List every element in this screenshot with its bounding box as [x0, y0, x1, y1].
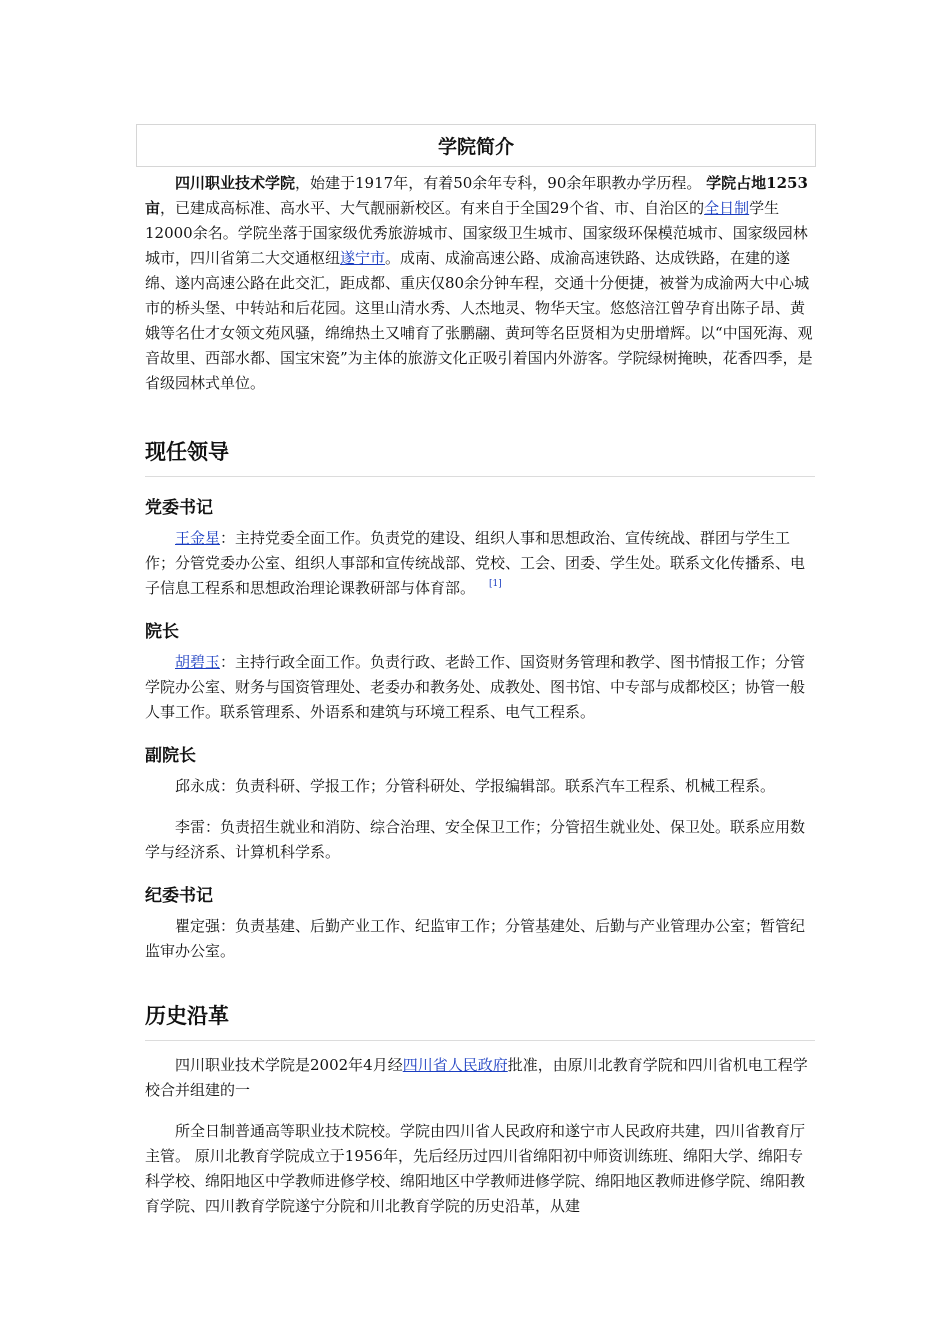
campus-area: 学院占地1253亩	[145, 174, 808, 217]
college-name: 四川职业技术学院	[175, 174, 296, 192]
leaders-heading: 现任领导	[145, 436, 815, 477]
link-wang-jinxing[interactable]: 王金星	[175, 529, 221, 547]
link-full-time[interactable]: 全日制	[704, 199, 750, 217]
party-secretary-paragraph: 王金星：主持党委全面工作。负责党的建设、组织人事和思想政治、宣传统战、群团与学生工作；分管党委办公室、组织人事部和宣传统战部、党校、工会、团委、学生处。联系文化传播系、电子信息工程系和思想政治理论课教研部与体育部。 [1]	[145, 529, 806, 597]
reference-1[interactable]: [1]	[489, 579, 502, 589]
vice-president-paragraph-2: 李雷：负责招生就业和消防、综合治理、安全保卫工作；分管招生就业处、保卫处。联系应用数学与经济系、计算机科学系。	[145, 818, 806, 861]
president-heading: 院长	[145, 622, 179, 642]
party-secretary-heading: 党委书记	[145, 498, 213, 518]
history-paragraph-1: 四川职业技术学院是2002年4月经四川省人民政府批准，由原川北教育学院和四川省机电工程学校合并组建的一	[145, 1056, 808, 1099]
link-hu-biyu[interactable]: 胡碧玉	[175, 653, 221, 671]
vice-president-paragraph-1: 邱永成：负责科研、学报工作；分管科研处、学报编辑部。联系汽车工程系、机械工程系。	[175, 777, 776, 795]
discipline-secretary-paragraph: 瞿定强：负责基建、后勤产业工作、纪监审工作；分管基建处、后勤与产业管理办公室；暂管纪监审办公室。	[145, 917, 806, 960]
president-paragraph: 胡碧玉：主持行政全面工作。负责行政、老龄工作、国资财务管理和教学、图书情报工作；分管学院办公室、财务与国资管理处、老委办和教务处、成教处、图书馆、中专部与成都校区；协管一般人事工作。联系管理系、外语系和建筑与环境工程系、电气工程系。	[145, 653, 806, 721]
link-suining[interactable]: 遂宁市	[340, 249, 386, 267]
page-title: 学院简介	[136, 124, 816, 167]
history-paragraph-2: 所全日制普通高等职业技术院校。学院由四川省人民政府和遂宁市人民政府共建，四川省教育厅主管。 原川北教育学院成立于1956年，先后经历过四川省绵阳初中师资训练班、绵阳大学、绵阳专科学校、绵阳地区中学教师进修学校、绵阳地区中学教师进修学院、绵阳地区教师进修学院、绵阳教育学院、四川教育学院遂宁分院和川北教育学院的历史沿革，从建	[145, 1122, 806, 1215]
document-page	[145, 124, 815, 1219]
discipline-secretary-heading: 纪委书记	[145, 886, 213, 906]
link-sichuan-government[interactable]: 四川省人民政府	[402, 1056, 508, 1074]
intro-paragraph: 四川职业技术学院，始建于1917年，有着50余年专科，90余年职教办学历程。 学院占地1253亩，已建成高标准、高水平、大气靓丽新校区。有来自于全国29个省、市、自治区的全日制学生12000余名。学院坐落于国家级优秀旅游城市、国家级卫生城市、国家级环保模范城市、国家级园林城市，四川省第二大交通枢纽遂宁市。成南、成渝高速公路、成渝高速铁路、达成铁路，在建的遂绵、遂内高速公路在此交汇，距成都、重庆仅80余分钟车程，交通十分便捷，被誉为成渝两大中心城市的桥头堡、中转站和后花园。这里山清水秀、人杰地灵、物华天宝。悠悠涪江曾孕育出陈子昂、黄娥等名仕才女领文苑风骚，绵绵热土又哺育了张鹏翮、黄珂等名臣贤相为史册增辉。以“中国死海、观音故里、西部水都、国宝宋瓷”为主体的旅游文化正吸引着国内外游客。学院绿树掩映，花香四季，是省级园林式单位。	[145, 174, 813, 392]
history-heading: 历史沿革	[145, 1000, 815, 1041]
vice-president-heading: 副院长	[145, 746, 196, 766]
